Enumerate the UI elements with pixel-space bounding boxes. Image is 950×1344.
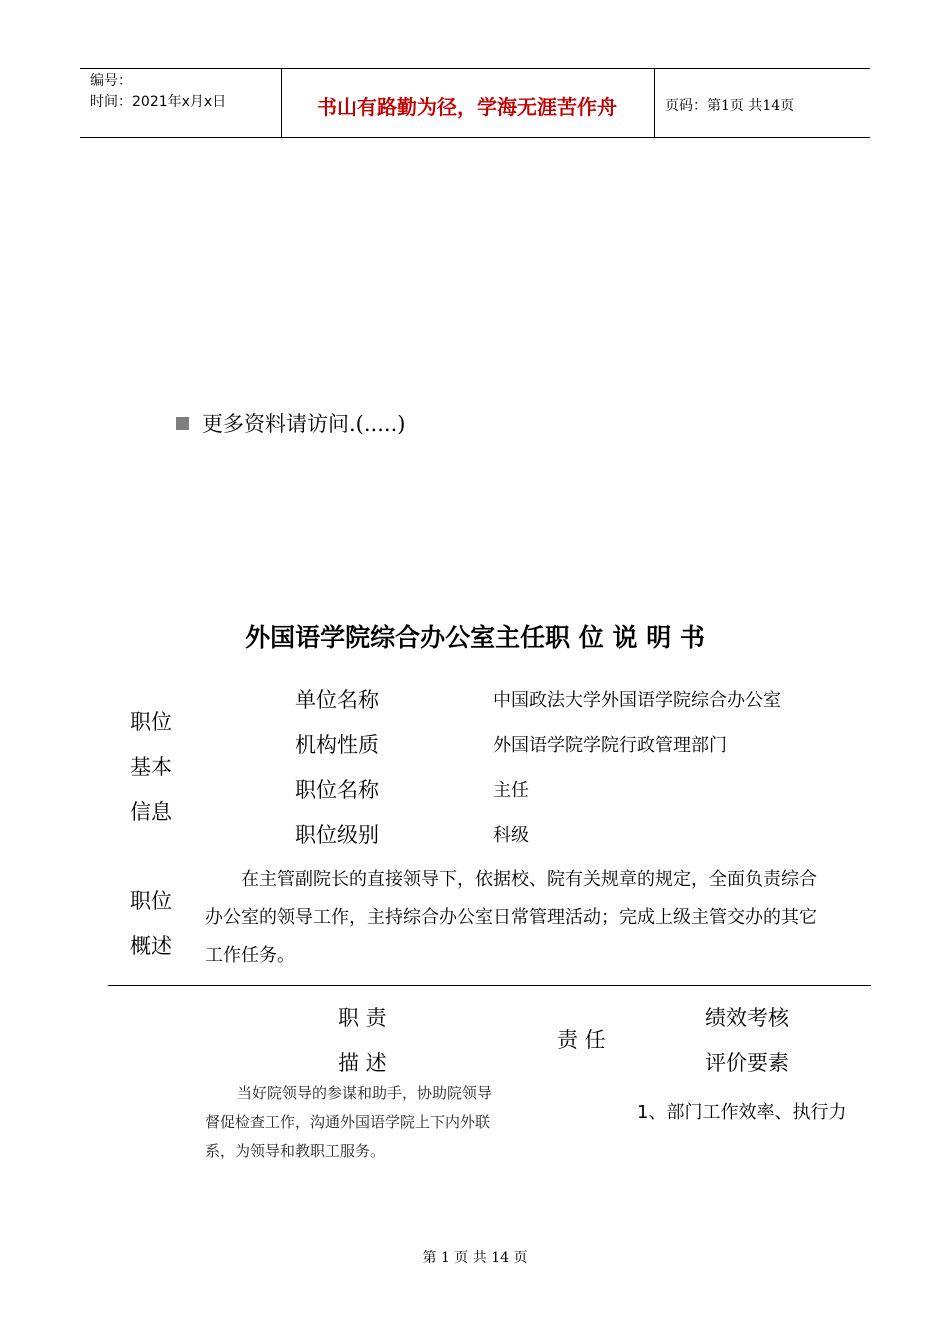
basic-info-values <box>493 678 781 858</box>
basic-info-labels <box>295 678 379 858</box>
unit-name-value: 中国政法大学外国语学院综合办公室 <box>493 690 781 711</box>
kpi-item: 1、部门工作效率、执行力 <box>637 1102 847 1123</box>
header-meta <box>90 71 226 113</box>
more-info-text: 更多资料请访问.(.....) <box>202 412 406 436</box>
position-name-label: 职位名称 <box>295 778 379 802</box>
header-divider <box>654 69 655 137</box>
org-nature-label: 机构性质 <box>295 733 379 757</box>
position-name-value: 主任 <box>493 780 529 801</box>
section-divider <box>108 985 871 986</box>
document-title: 外国语学院综合办公室主任职 位 说 明 书 <box>245 623 705 652</box>
duty-description: 当好院领导的参谋和助手，协助院领导 督促检查工作，沟通外国语学院上下内外联 系，为领导和教职工服务。 <box>205 1084 493 1160</box>
page-footer: 第 1 页 共 14 页 <box>422 1250 528 1266</box>
position-level-label: 职位级别 <box>295 823 379 847</box>
position-level-value: 科级 <box>493 825 529 846</box>
org-nature-value: 外国语学院学院行政管理部门 <box>493 735 727 756</box>
kpi-header: 绩效考核 评价要素 <box>705 1006 789 1075</box>
overview-section-label: 职位 概述 <box>130 889 172 958</box>
responsibility-header: 责 任 <box>557 1028 606 1052</box>
page-header <box>80 68 870 138</box>
more-info-line <box>176 408 405 438</box>
unit-name-label: 单位名称 <box>295 688 379 712</box>
basic-info-section-label: 职位 基本 信息 <box>130 710 172 824</box>
header-page-info: 页码：第1页 共14页 <box>665 98 795 114</box>
square-bullet-icon <box>176 417 189 430</box>
duty-description-header: 职 责 描 述 <box>338 1006 387 1075</box>
number-label: 编号： <box>90 73 132 89</box>
header-motto: 书山有路勤为径，学海无涯苦作舟 <box>317 95 617 119</box>
time-label: 时间：2021年x月x日 <box>90 94 227 110</box>
overview-paragraph: 在主管副院长的直接领导下，依据校、院有关规章的规定，全面负责综合 办公室的领导工作，主持综合办公室日常管理活动；完成上级主管交办的其它 工作任务。 <box>205 869 817 966</box>
